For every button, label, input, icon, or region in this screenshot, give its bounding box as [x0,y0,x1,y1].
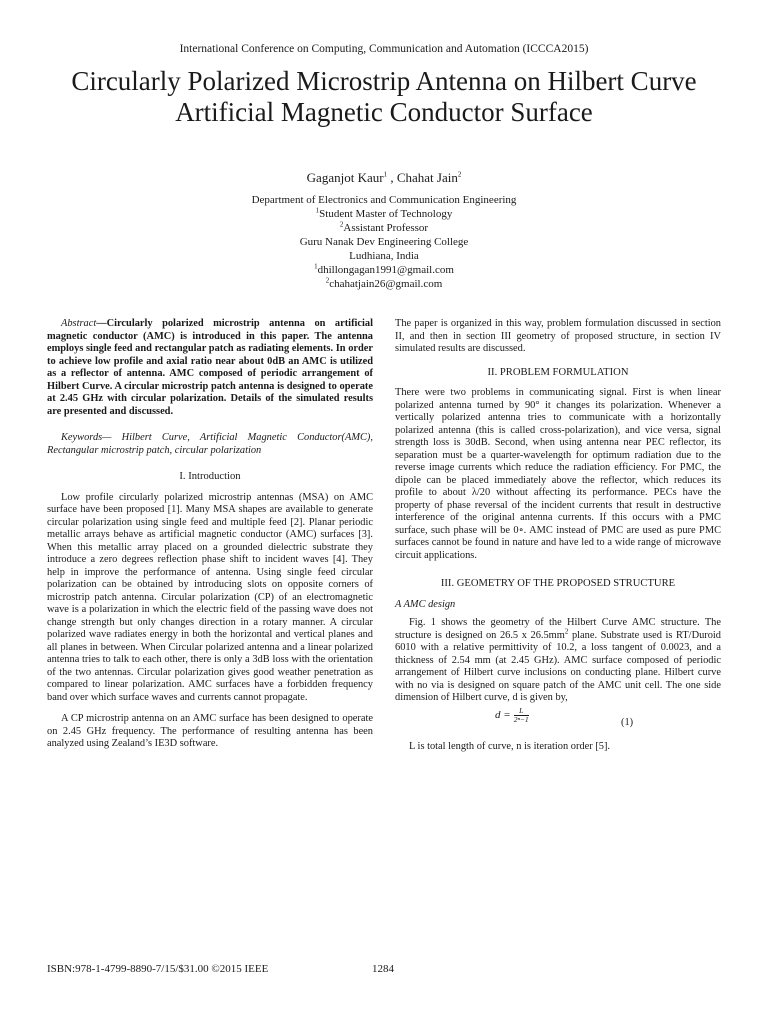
abstract [47,318,373,418]
problem-paragraph: There were two problems in communicating signal. First is when linear polarized antenna turned by 90° it changes its polarization. Whenever a vertically polarized antenna tries to communicate with a horizontally polarized antenna (this is called cross-polarization), and vice versa, signal strength loss is 30dB. Second, when using antenna near PEC reflector, its separation must be a quarter-wavelength for optimum radiation due to the reverse image currents which reduce the radiation efficiency. For PMC, the dipole can be placed immediately above the reflector, which reduces its profile to about λ/20 without affecting its performance. PECs have the property of phase reversal of the incident currents that result in destructive interference of the original antenna currents. If this occurs with a PMC surface, such phase will be 0∘. AMC instead of PMC are used as pure PMC surfaces cannot be found in nature and have led to a wide range of microwave circuit applications. [395,387,721,561]
equation-number: (1) [621,716,634,728]
keywords: Keywords— Hilbert Curve, Artificial Magnetic Conductor(AMC), Rectangular microstrip patch, circular polarization [47,432,373,456]
section-3-heading: III. GEOMETRY OF THE PROPOSED STRUCTURE [440,578,676,589]
amc-text-a: Fig. 1 shows the geometry of the Hilbert Curve AMC structure. The structure is designed on 26.5 x 26.5mm [395,617,721,641]
equation-fraction [514,707,529,724]
amc-text-b: plane. Substrate used is RT/Duroid 6010 with a relative permittivity of 10.2, a loss tangent of 0.0023, and a thickness of 2.54 mm (at 2.45 GHz). AMC surface composed of periodic arrangement of Hilbert curve inclusions on conducting plane. Hilbert curve with no via is designed on square patch of the AMC unit cell. The one side dimension of Hilbert curve, d is given by, [395,629,722,703]
subsection-a-heading: A AMC design [395,598,456,610]
left-column [47,318,373,751]
equation-denominator: 2ⁿ−1 [513,714,529,724]
organization-paragraph: The paper is organized in this way, problem formulation discussed in section II, and then in section III geometry of proposed structure, in section IV simulated results are discussed. [395,318,721,354]
role-1-text: Student Master of Technology [319,208,453,220]
role-1-sup: 1 [315,206,320,215]
equation-lhs: d = [495,708,511,721]
page-number: 1284 [372,963,394,975]
role-2-text: Assistant Professor [343,222,429,234]
role-1 [0,207,768,221]
email-2-text[interactable]: chahatjain26@gmail.com [329,278,443,290]
amc-paragraph [395,617,721,705]
section-1-heading: I. Introduction [179,471,241,482]
role-2 [0,221,768,235]
isbn-footer: ISBN:978-1-4799-8890-7/15/$31.00 ©2015 IEEE [47,963,269,975]
email-1-text[interactable]: dhillongagan1991@gmail.com [317,264,454,276]
conference-header: International Conference on Computing, Communication and Automation (ICCCA2015) [179,43,589,55]
author-1: Gaganjot Kaur [306,170,384,185]
affiliation-block [0,193,768,291]
author-2-sup: 2 [457,170,462,179]
author-2: Chahat Jain [396,170,458,185]
paper-title: Circularly Polarized Microstrip Antenna on Hilbert Curve Artificial Magnetic Conductor Surface [71,66,697,127]
email-1 [0,263,768,277]
equation-1 [395,705,721,735]
abstract-label: Abstract [61,318,97,329]
city: Ludhiana, India [349,250,419,262]
intro-paragraph-2: A CP microstrip antenna on an AMC surface has been designed to operate on 2.45 GHz frequency. The performance of resulting antenna has been analyzed using Zealand’s IE3D software. [47,713,373,749]
equation-numerator: L [514,707,529,716]
right-column [395,318,721,753]
section-2-heading: II. PROBLEM FORMULATION [487,366,629,378]
amc-sup: 2 [564,627,569,636]
intro-paragraph-1: Low profile circularly polarized microstrip antennas (MSA) on AMC surface have been proposed [1]. Many MSA shapes are available to generate circular polarization using single feed and multiple feed [2]. Planar periodic metallic arrays behave as artificial magnetic conductor (AMC) surfaces [3]. When this metallic array placed on a grounded dielectric substrate they introduce a zero degrees reflection phase shift to incident waves [4]. They help in improve the performance of antenna. Using single feed circular polarization can be obtained by introducing slots on opposite corners of microstrip patch antenna. Circular polarization (CP) of an electromagnetic wave is a polarization in which the electric field of the passing wave does not change strength but only changes direction in a rotary manner. A circular polarized wave radiates energy in both the horizontal and vertical planes and all planes in between. When Circular polarized antenna and a linear polarized antenna tries to talk to each other, there is only a 3dB loss with the orientation of the two antennas. Circular polarization gives good weather penetration as compared to linear polarization. AMC surfaces have a forbidden frequency band over which surface waves and currents cannot propagate. [47,491,373,703]
email-2 [0,277,768,291]
college: Guru Nanak Dev Engineering College [299,236,469,248]
equation-formula [495,707,529,724]
author-line [0,170,768,186]
email-1-sup: 1 [314,262,318,271]
department: Department of Electronics and Communication Engineering [251,194,517,206]
role-2-sup: 2 [339,220,344,229]
author-1-sup: 1 [383,170,388,179]
length-paragraph: L is total length of curve, n is iteration order [5]. [409,740,611,752]
author-separator: , [387,170,397,185]
abstract-text: —Circularly polarized microstrip antenna on artificial magnetic conductor (AMC) is introduced in this paper. The antenna employs single feed and rectangular patch as radiating elements. In order to achieve low profile and axial ratio near about 0dB an AMC is utilized as a reflector of antenna. AMC composed of periodic arrangement of Hilbert Curve. A circular microstrip patch antenna is designed to operate at 2.45 GHz with circular polarization. Details of the simulated results are presented and discussed. [47,318,373,417]
email-2-sup: 2 [325,276,330,285]
